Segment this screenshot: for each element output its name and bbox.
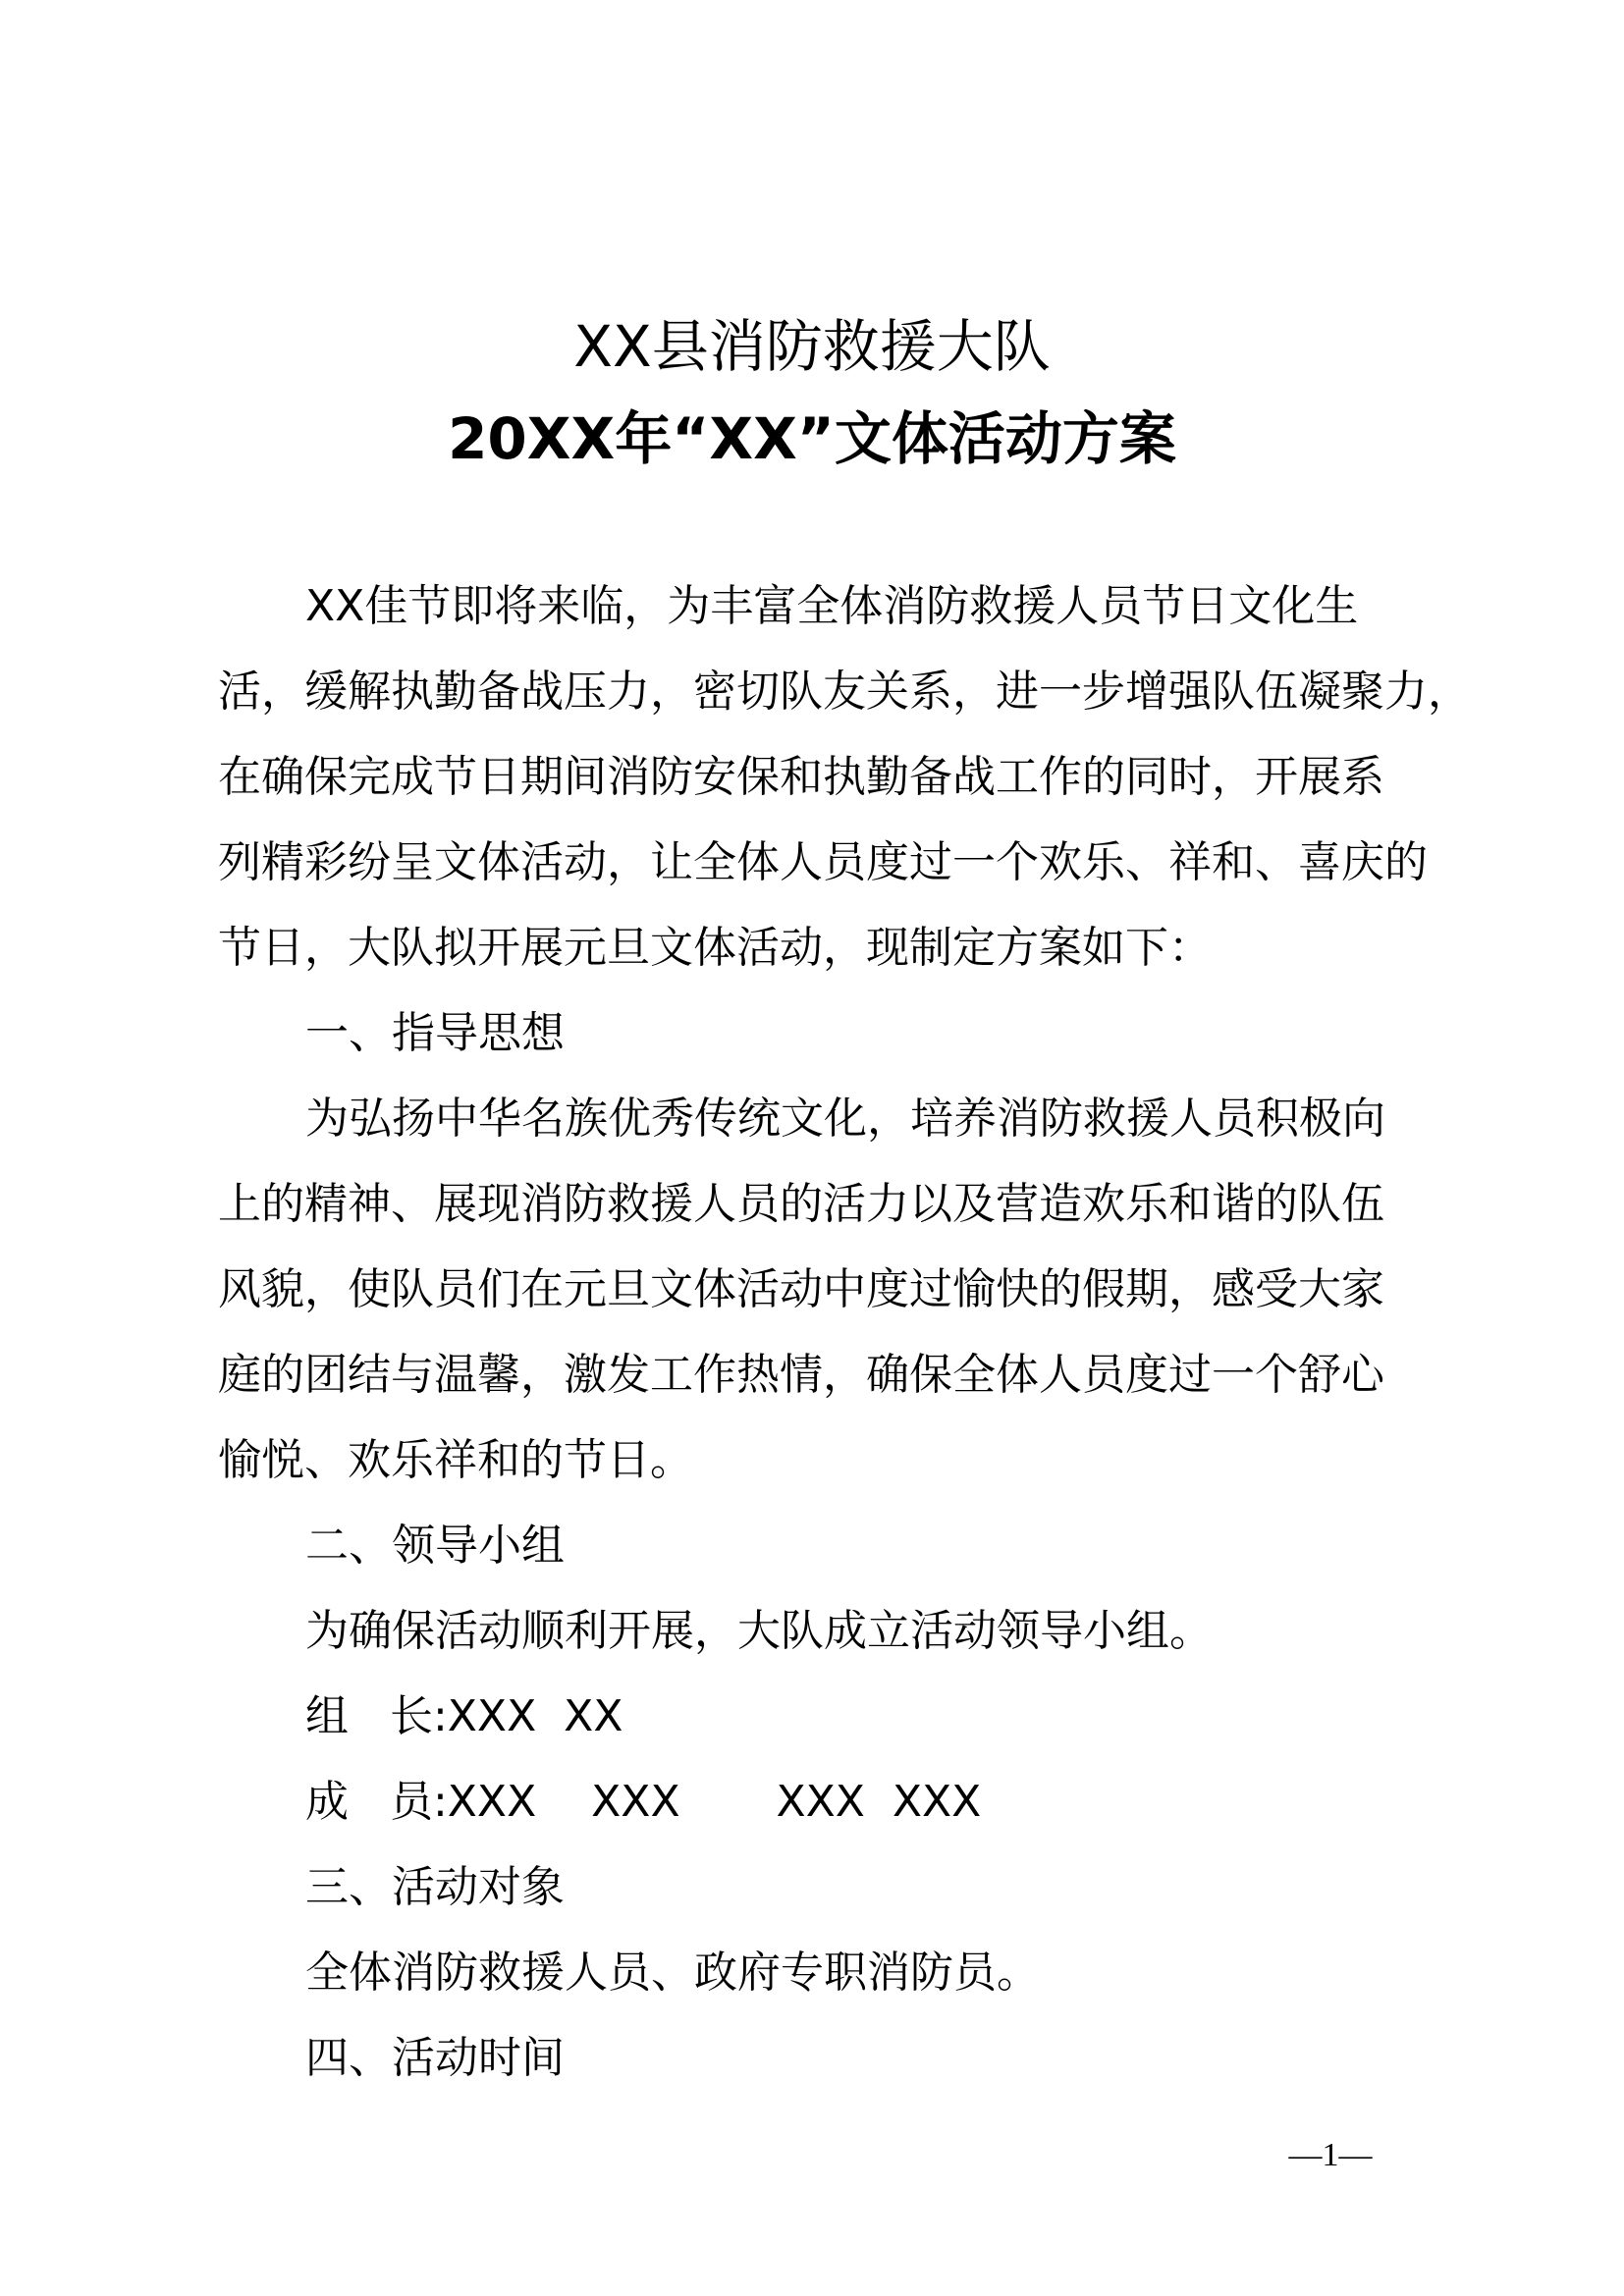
page-number: —1— [1288, 2137, 1373, 2173]
document-title-line-2: 20XX年“XX”文体活动方案 [448, 405, 1176, 472]
section-1-line-2: 上的精神、展现消防救援人员的活力以及营造欢乐和谐的队伍 [218, 1179, 1384, 1229]
section-4-heading: 四、活动时间 [305, 2033, 565, 2083]
section-1-line-1: 为弘扬中华名族优秀传统文化，培养消防救援人员积极向 [305, 1094, 1385, 1144]
leader-line: 组 长:XXX XX [305, 1691, 623, 1741]
section-1-heading: 一、指导思想 [305, 1008, 565, 1058]
section-1-line-4: 庭的团结与温馨，激发工作热情，确保全体人员度过一个舒心 [218, 1350, 1384, 1400]
intro-line-2: 活，缓解执勤备战压力，密切队友关系，进一步增强队伍凝聚力， [218, 667, 1471, 717]
intro-line-4: 列精彩纷呈文体活动，让全体人员度过一个欢乐、祥和、喜庆的 [218, 837, 1428, 887]
intro-line-5: 节日，大队拟开展元旦文体活动，现制定方案如下： [218, 923, 1212, 973]
section-1-line-3: 风貌，使队员们在元旦文体活动中度过愉快的假期，感受大家 [218, 1264, 1384, 1314]
intro-line-3: 在确保完成节日期间消防安保和执勤备战工作的同时，开展系 [218, 752, 1384, 802]
section-3-heading: 三、活动对象 [305, 1862, 565, 1912]
section-2-line: 为确保活动顺利开展，大队成立活动领导小组。 [305, 1606, 1213, 1656]
document-title-line-1: XX县消防救援大队 [573, 313, 1051, 380]
members-line: 成 员:XXX XXX XXX XXX [305, 1777, 982, 1827]
section-1-line-5: 愉悦、欢乐祥和的节日。 [218, 1435, 693, 1485]
section-3-line: 全体消防救援人员、政府专职消防员。 [305, 1948, 1040, 1998]
section-2-heading: 二、领导小组 [305, 1521, 565, 1571]
intro-line-1: XX佳节即将来临，为丰富全体消防救援人员节日文化生 [305, 581, 1359, 631]
